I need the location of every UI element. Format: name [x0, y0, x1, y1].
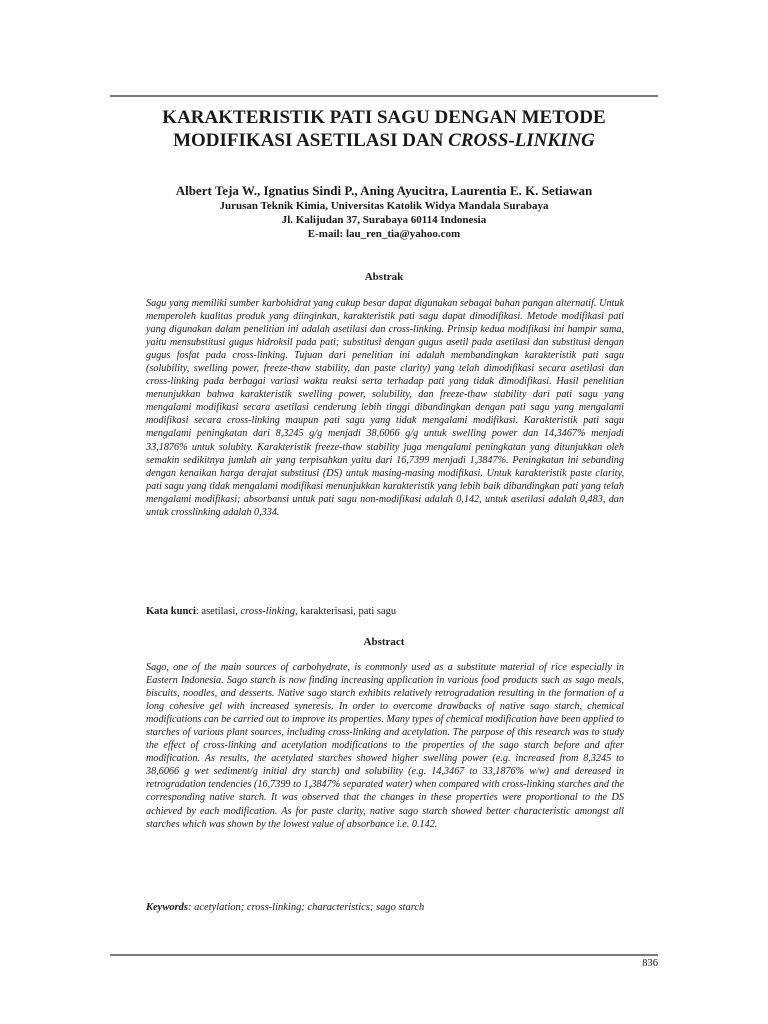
title-line-2-italic: CROSS-LINKING: [448, 130, 595, 151]
title-line-2: [110, 129, 658, 152]
keywords-rest: : acetylation; cross-linking; characteristics; sago starch: [188, 902, 425, 913]
affiliation: [110, 199, 658, 241]
bottom-rule: [110, 954, 658, 956]
page-number: 836: [642, 958, 658, 969]
kata-kunci-sep: : asetilasi,: [195, 606, 241, 617]
top-rule: [110, 95, 658, 97]
paper-title: [110, 106, 658, 152]
abstract-heading: Abstract: [363, 636, 405, 648]
kata-kunci-rest: , karakterisasi, pati sagu: [294, 606, 397, 617]
affiliation-address: Jl. Kalijudan 37, Surabaya 60114 Indonesia: [281, 214, 487, 226]
title-line-1: KARAKTERISTIK PATI SAGU DENGAN METODE: [162, 107, 606, 128]
affiliation-email: E-mail: lau_ren_tia@yahoo.com: [307, 228, 461, 240]
kata-kunci-italic: cross-linking: [240, 606, 295, 617]
kata-kunci: [146, 605, 624, 618]
affiliation-institution: Jurusan Teknik Kimia, Universitas Katolik Widya Mandala Surabaya: [219, 200, 549, 212]
title-line-2-text: MODIFIKASI ASETILASI DAN: [173, 130, 449, 151]
kata-kunci-label: Kata kunci: [146, 606, 196, 617]
keywords-label: Keywords: [146, 902, 188, 913]
author-list: Albert Teja W., Ignatius Sindi P., Aning Ayucitra, Laurentia E. K. Setiawan: [175, 183, 593, 198]
abstract-text: Sago, one of the main sources of carbohydrate, is commonly used as a substitute material of rice especially in Eastern Indonesia. Sago starch is now finding increasing application in various food products such as sago meals, biscuits, noodles, and desserts. Native sago starch exhibits relatively retrogradation resulting in the formation of a long cohesive gel with increased syneresis. In order to overcome drawbacks of native sago starch, chemical modifications can be carried out to improve its properties. Many types of chemical modification have been applied to starches of various plant sources, including cross-linking and acetylation. The purpose of this research was to study the effect of cross-linking and acetylation modifications to the properties of the sago starch before and after modification. As results, the acetylated starches showed higher swelling power (e.g. increased from 8,3245 to 38,6066 g wet sediment/g initial dry starch) and solubility (e.g. 14,3467 to 33,1876% w/w) and dereased in retrogradation tendencies (16,7399 to 1,3847% separated water) when compared with cross-linking starches and the corresponding native starch. It was observed that the changes in these properties were proportional to the DS achieved by each modification. As for paste clarity, native sago starch showed better characteristic amongst all starches which was shown by the lowest value of absorbance i.e. 0.142.: [146, 662, 624, 830]
keywords: [146, 901, 624, 914]
abstrak-heading: Abstrak: [364, 271, 404, 283]
abstrak-text: Sagu yang memiliki sumber karbohidrat yang cukup besar dapat digunakan sebagai bahan pangan alternatif. Untuk memperoleh kualitas produk yang diinginkan, karakteristik pati sagu dapat dimodifikasi. Metode modifikasi pati yang digunakan dalam penelitian ini adalah asetilasi dan cross-linking. Prinsip kedua modifikasi ini hampir sama, yaitu mensubstitusi gugus hidroksil pada pati; substitusi dengan gugus asetil pada asetilasi dan substitusi dengan gugus fosfat pada cross-linking. Tujuan dari penelitian ini adalah membandingkan karakteristik pati sagu (solubility, swelling power, freeze-thaw stability, dan paste clarity) yang telah dimodifikasi secara asetilasi dan cross-linking pada berbagai variasi waktu reaksi serta terhadap pati yang tidak dimodifikasi. Hasil penelitian menunjukkan bahwa karakteristik swelling power, solubility, dan freeze-thaw stability dari pati sagu yang mengalami modifikasi secara asetilasi cenderung lebih tinggi dibandingkan dengan pati sagu yang mengalami modifikasi secara cross-linking maupun pati sagu yang tidak mengalami modifikasi. Karakteristik pati sagu mengalami peningkatan dari 8,3245 g/g menjadi 38,6066 g/g untuk swelling power dan 14,3467% menjadi 33,1876% untuk solubity. Karakteristik freeze-thaw stability juga mengalami peningkatan yang ditunjukkan oleh semakin sedikitnya jumlah air yang terpisahkan yaitu dari 16,7399 menjadi 1,3847%. Peningkatan ini sebanding dengan kenaikan harga derajat substitusi (DS) untuk masing-masing modifikasi. Untuk karakteristik paste clarity, pati sagu yang tidak mengalami modifikasi menunjukkan karakteristik yang lebih baik dibandingkan pati yang telah mengalami modifikasi; absorbansi untuk pati sagu non-modifikasi adalah 0,142, untuk asetilasi adalah 0,483, dan untuk crosslinking adalah 0,334.: [146, 298, 624, 518]
